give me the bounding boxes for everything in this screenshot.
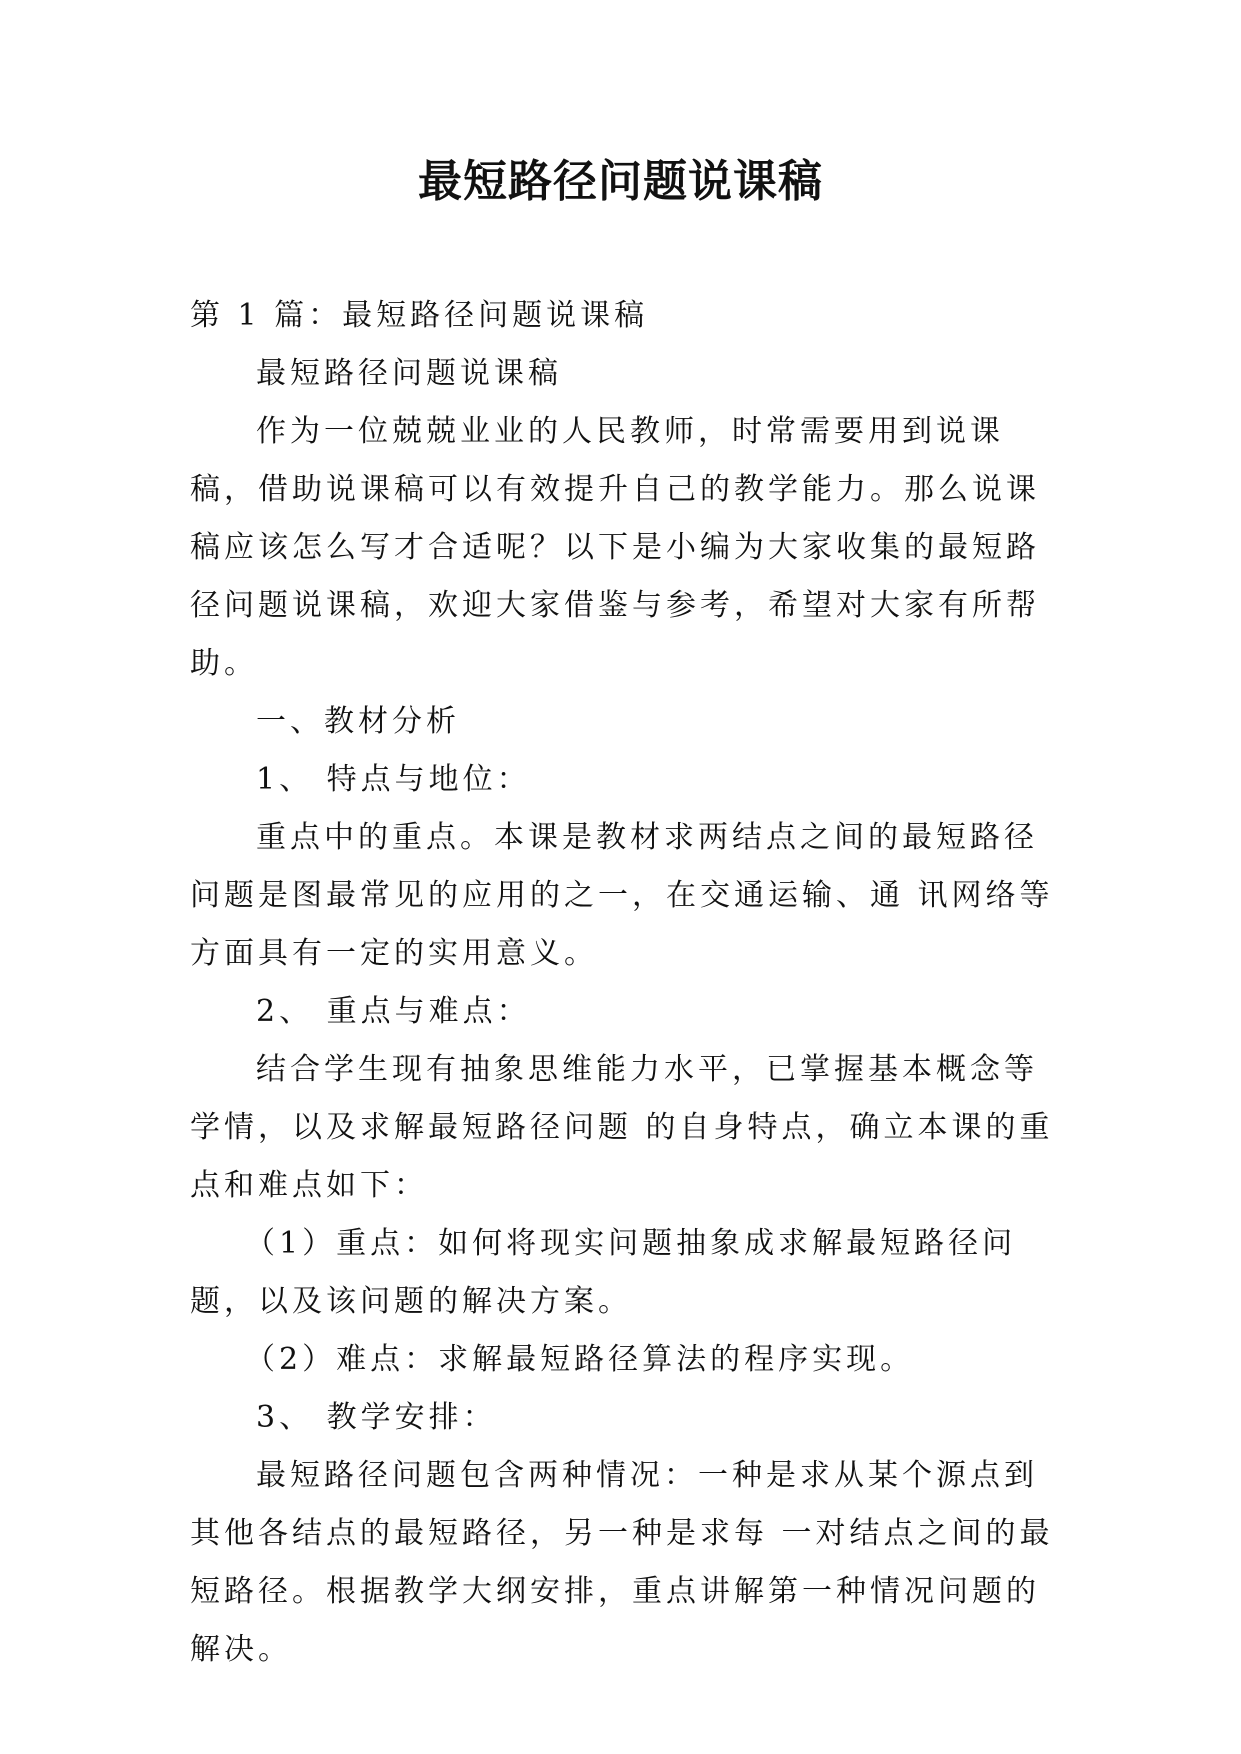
intro-paragraph: 作为一位兢兢业业的人民教师，时常需要用到说课稿，借助说课稿可以有效提升自己的教学能力。那么说课稿应该怎么写才合适呢？以下是小编为大家收集的最短路径问题说课稿，欢迎大家借鉴与参考，希望对大家有所帮助。 [190, 414, 1040, 681]
section-heading: 第 1 篇：最短路径问题说课稿 [190, 298, 649, 333]
document-title: 最短路径问题说课稿 [418, 156, 823, 207]
difficulty-item: （2）难点：求解最短路径算法的程序实现。 [245, 1342, 915, 1377]
heading-material-analysis: 一、教材分析 [256, 704, 460, 739]
heading-features: 1、 特点与地位： [256, 762, 531, 797]
key-point-item: （1）重点：如何将现实问题抽象成求解最短路径问题，以及该问题的解决方案。 [190, 1226, 1017, 1319]
heading-teaching-plan: 3、 教学安排： [256, 1400, 497, 1435]
document-body [190, 287, 1060, 1679]
features-paragraph: 重点中的重点。本课是教材求两结点之间的最短路径问题是图最常见的应用的之一，在交通运输、通 讯网络等方面具有一定的实用意义。 [190, 820, 1054, 971]
key-points-paragraph: 结合学生现有抽象思维能力水平，已掌握基本概念等学情，以及求解最短路径问题 的自身特点，确立本课的重点和难点如下： [190, 1052, 1054, 1203]
teaching-plan-paragraph: 最短路径问题包含两种情况：一种是求从某个源点到其他各结点的最短路径，另一种是求每 一对结点之间的最短路径。根据教学大纲安排，重点讲解第一种情况问题的解决。 [190, 1458, 1054, 1667]
subtitle-paragraph: 最短路径问题说课稿 [256, 356, 562, 391]
heading-key-points: 2、 重点与难点： [256, 994, 531, 1029]
